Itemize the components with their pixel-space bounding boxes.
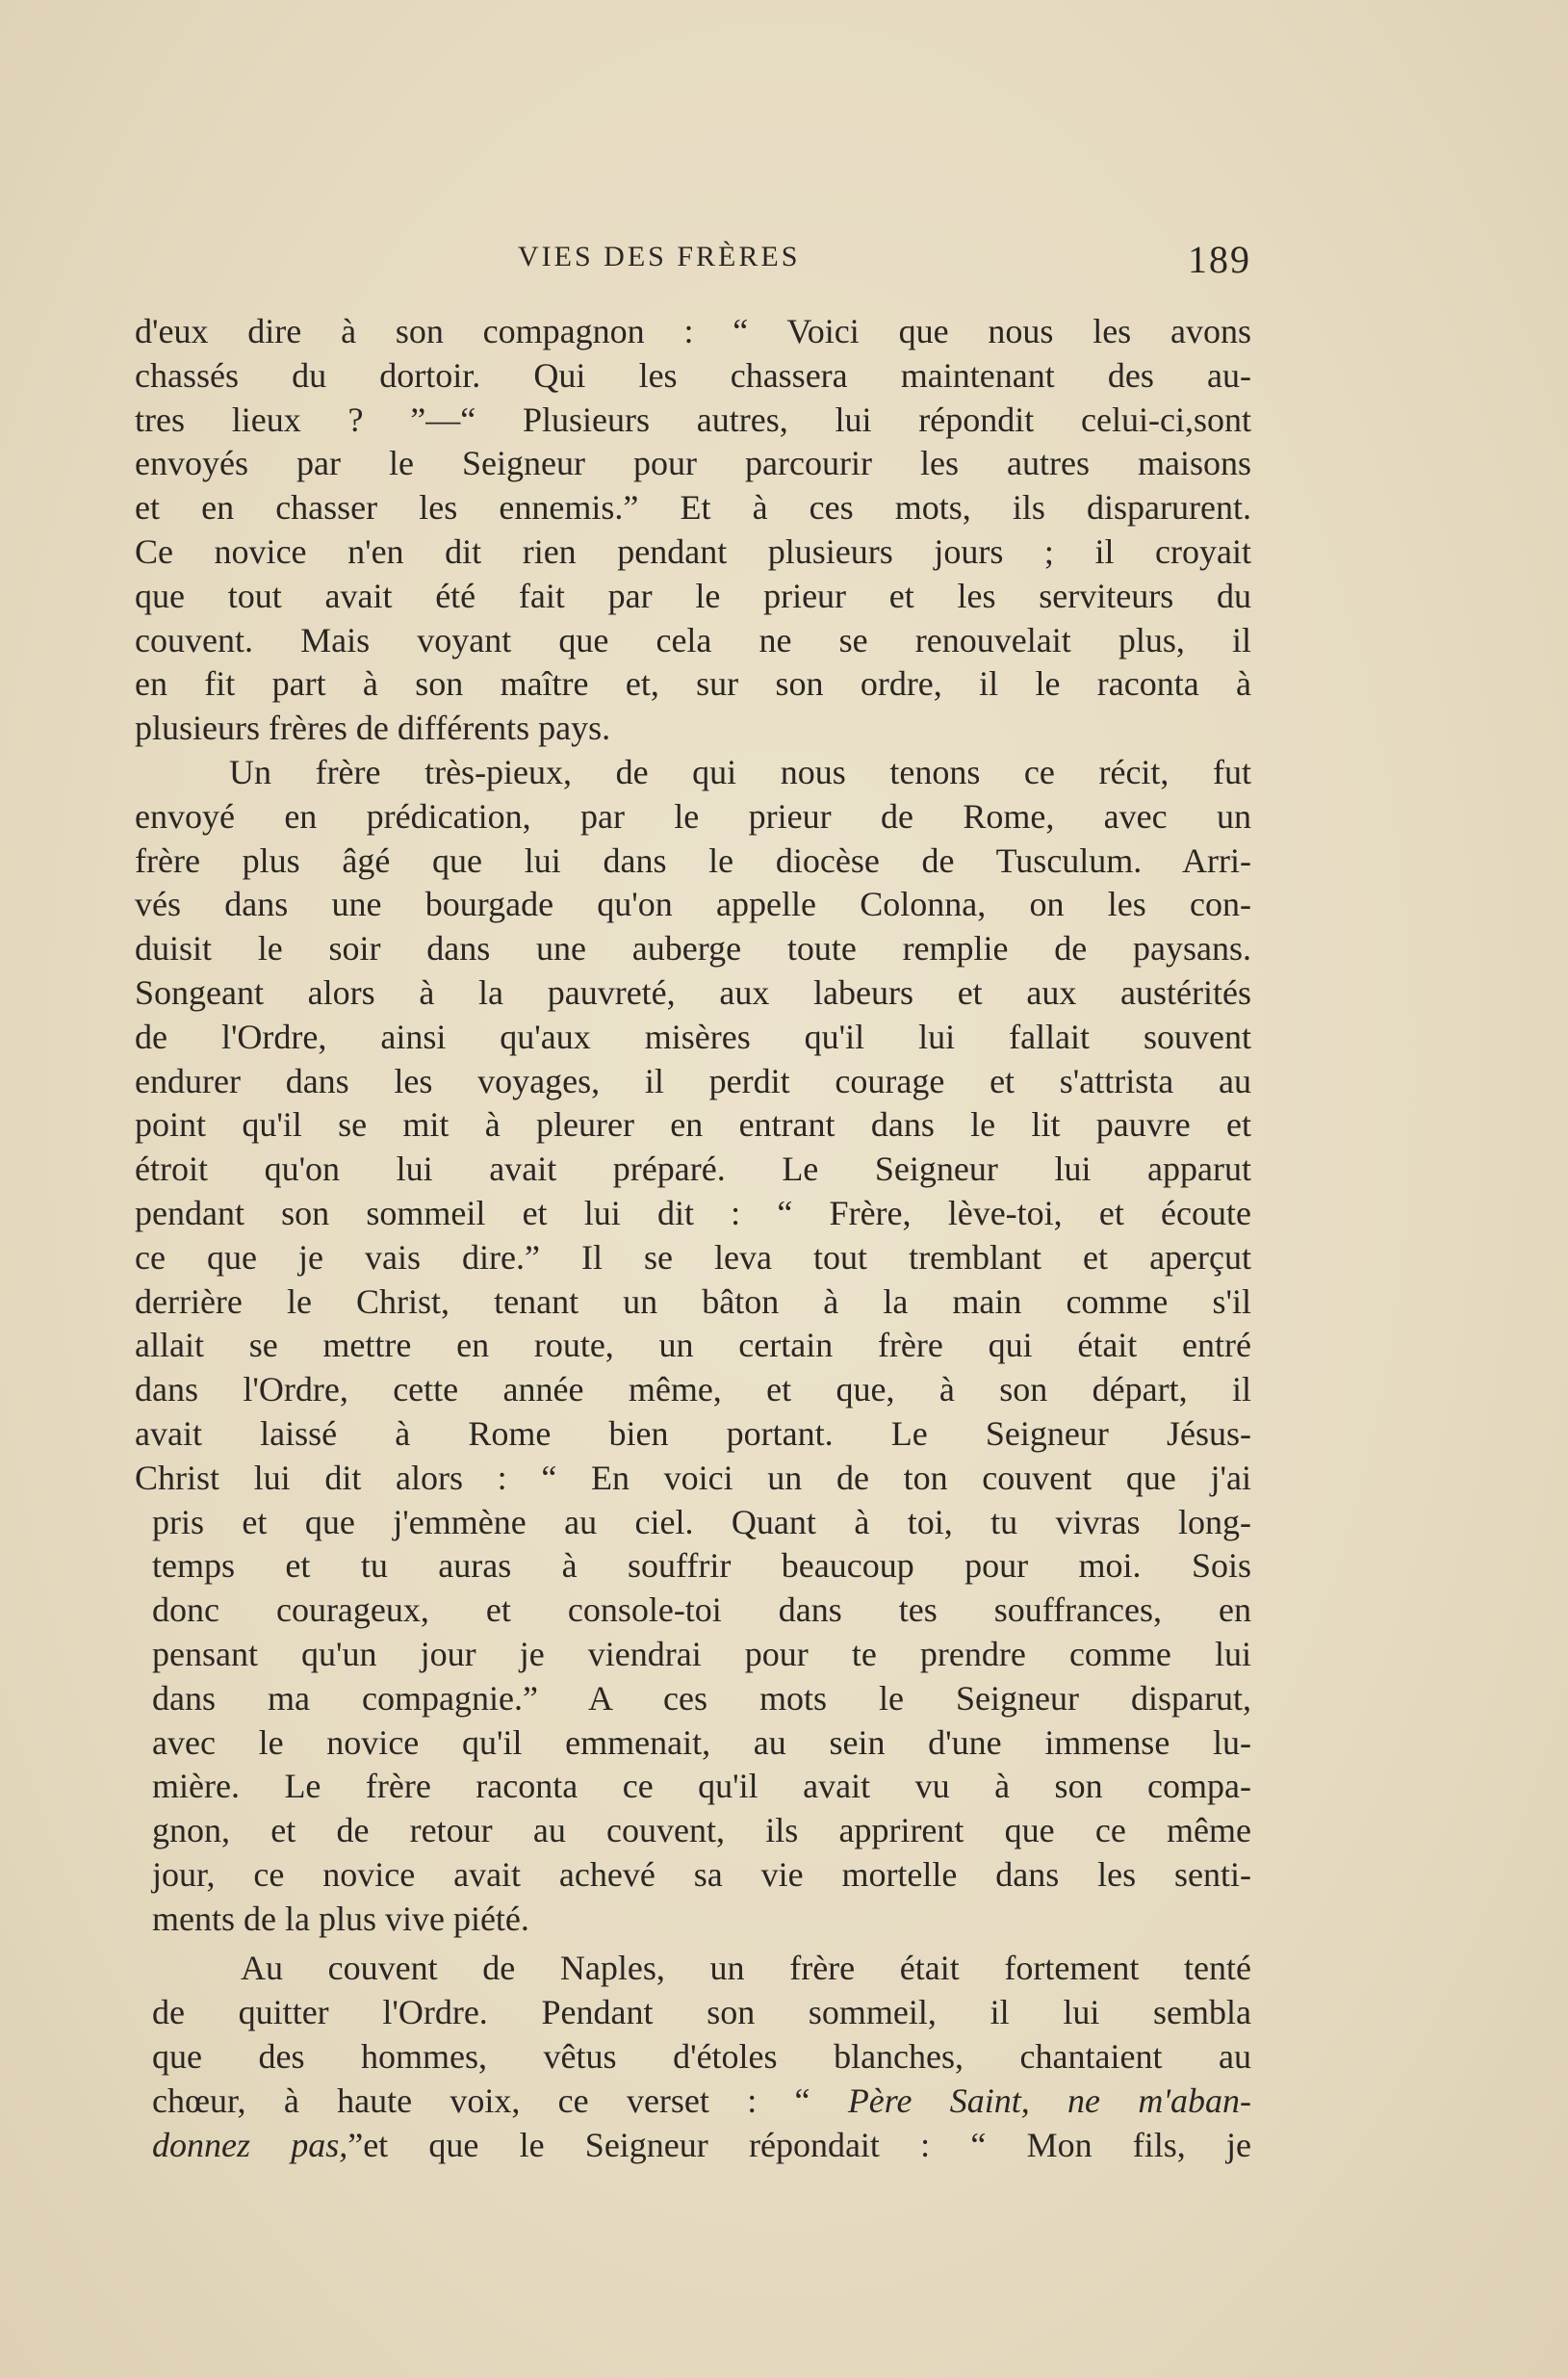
italic-quote: Père Saint, ne m'aban- [847,2081,1252,2120]
text-line: Au couvent de Naples, un frère était fortement tenté [241,1949,1251,1988]
text-line: et en chasser les ennemis.” Et à ces mots, ils disparurent. [135,488,1251,528]
text-line: derrière le Christ, tenant un bâton à la main comme s'il [135,1281,1251,1321]
text-line: envoyé en prédication, par le prieur de Rome, avec un [135,796,1251,836]
text-line: ce que je vais dire.” Il se leva tout tremblant et aperçut [135,1237,1251,1277]
text-line: dans ma compagnie.” A ces mots le Seigneur disparut, [152,1678,1251,1718]
text-run: chœur, à haute voix, ce verset : “ [152,2081,810,2120]
text-line: jour, ce novice avait achevé sa vie mortelle dans les senti- [152,1854,1251,1894]
running-title: VIES DES FRÈRES [518,241,801,272]
text-line: mière. Le frère raconta ce qu'il avait vu à son compa- [152,1767,1251,1806]
text-line: dans l'Ordre, cette année même, et que, à son départ, il [135,1370,1251,1409]
text-line: tres lieux ? ”—“ Plusieurs autres, lui répondit celui-ci,sont [135,400,1251,439]
text-line: vés dans une bourgade qu'on appelle Colonna, on les con- [135,885,1251,924]
text-line: gnon, et de retour au couvent, ils apprirent que ce même [152,1811,1251,1850]
text-line: pris et que j'emmène au ciel. Quant à toi, tu vivras long- [152,1502,1251,1541]
text-line: que des hommes, vêtus d'étoles blanches, chantaient au [152,2037,1251,2077]
text-run: ”et que le Seigneur répondait : “ Mon fils, je [347,2125,1251,2164]
text-line: Ce novice n'en dit rien pendant plusieurs jours ; il croyait [135,531,1251,571]
text-line: duisit le soir dans une auberge toute remplie de paysans. [135,929,1251,969]
text-line: point qu'il se mit à pleurer en entrant dans le lit pauvre et [135,1105,1251,1145]
text-line: d'eux dire à son compagnon : “ Voici que nous les avons [135,312,1251,350]
text-line: que tout avait été fait par le prieur et les serviteurs du [135,576,1251,615]
text-line: donc courageux, et console-toi dans tes souffrances, en [152,1590,1251,1630]
text-line: allait se mettre en route, un certain frère qui était entré [135,1326,1251,1365]
text-line: étroit qu'on lui avait préparé. Le Seigneur lui apparut [135,1150,1251,1189]
text-line: Un frère très-pieux, de qui nous tenons ce récit, fut [229,752,1251,791]
italic-quote: donnez pas, [152,2125,348,2164]
body-text [135,310,1251,2167]
text-line: frère plus âgé que lui dans le diocèse de Tusculum. Arri- [135,840,1251,880]
text-line: temps et tu auras à souffrir beaucoup pour moi. Sois [152,1546,1251,1586]
text-line: Songeant alors à la pauvreté, aux labeurs et aux austérités [135,972,1251,1012]
text-line: de l'Ordre, ainsi qu'aux misères qu'il lui fallait souvent [135,1017,1251,1056]
text-line: de quitter l'Ordre. Pendant son sommeil, il lui sembla [152,1993,1251,2032]
text-line: chassés du dortoir. Qui les chassera maintenant des au- [135,355,1251,395]
text-line: couvent. Mais voyant que cela ne se renouvelait plus, il [135,620,1251,659]
text-line: avait laissé à Rome bien portant. Le Seigneur Jésus- [135,1413,1251,1453]
text-line: en fit part à son maître et, sur son ordre, il le raconta à [135,664,1251,704]
text-line: pendant son sommeil et lui dit : “ Frère, lève-toi, et écoute [135,1193,1251,1232]
text-line [135,2124,1251,2168]
text-line: ments de la plus vive piété. [152,1899,529,1938]
text-line: pensant qu'un jour je viendrai pour te prendre comme lui [152,1634,1251,1673]
running-head [135,238,1251,281]
text-line [135,2080,1251,2124]
page-number: 189 [1188,238,1251,281]
text-line: endurer dans les voyages, il perdit courage et s'attrista au [135,1061,1251,1100]
text-line: plusieurs frères de différents pays. [135,709,611,748]
text-line: envoyés par le Seigneur pour parcourir les autres maisons [135,444,1251,483]
text-line: Christ lui dit alors : “ En voici un de ton couvent que j'ai [135,1458,1251,1497]
text-line: avec le novice qu'il emmenait, au sein d'une immense lu- [152,1722,1251,1762]
